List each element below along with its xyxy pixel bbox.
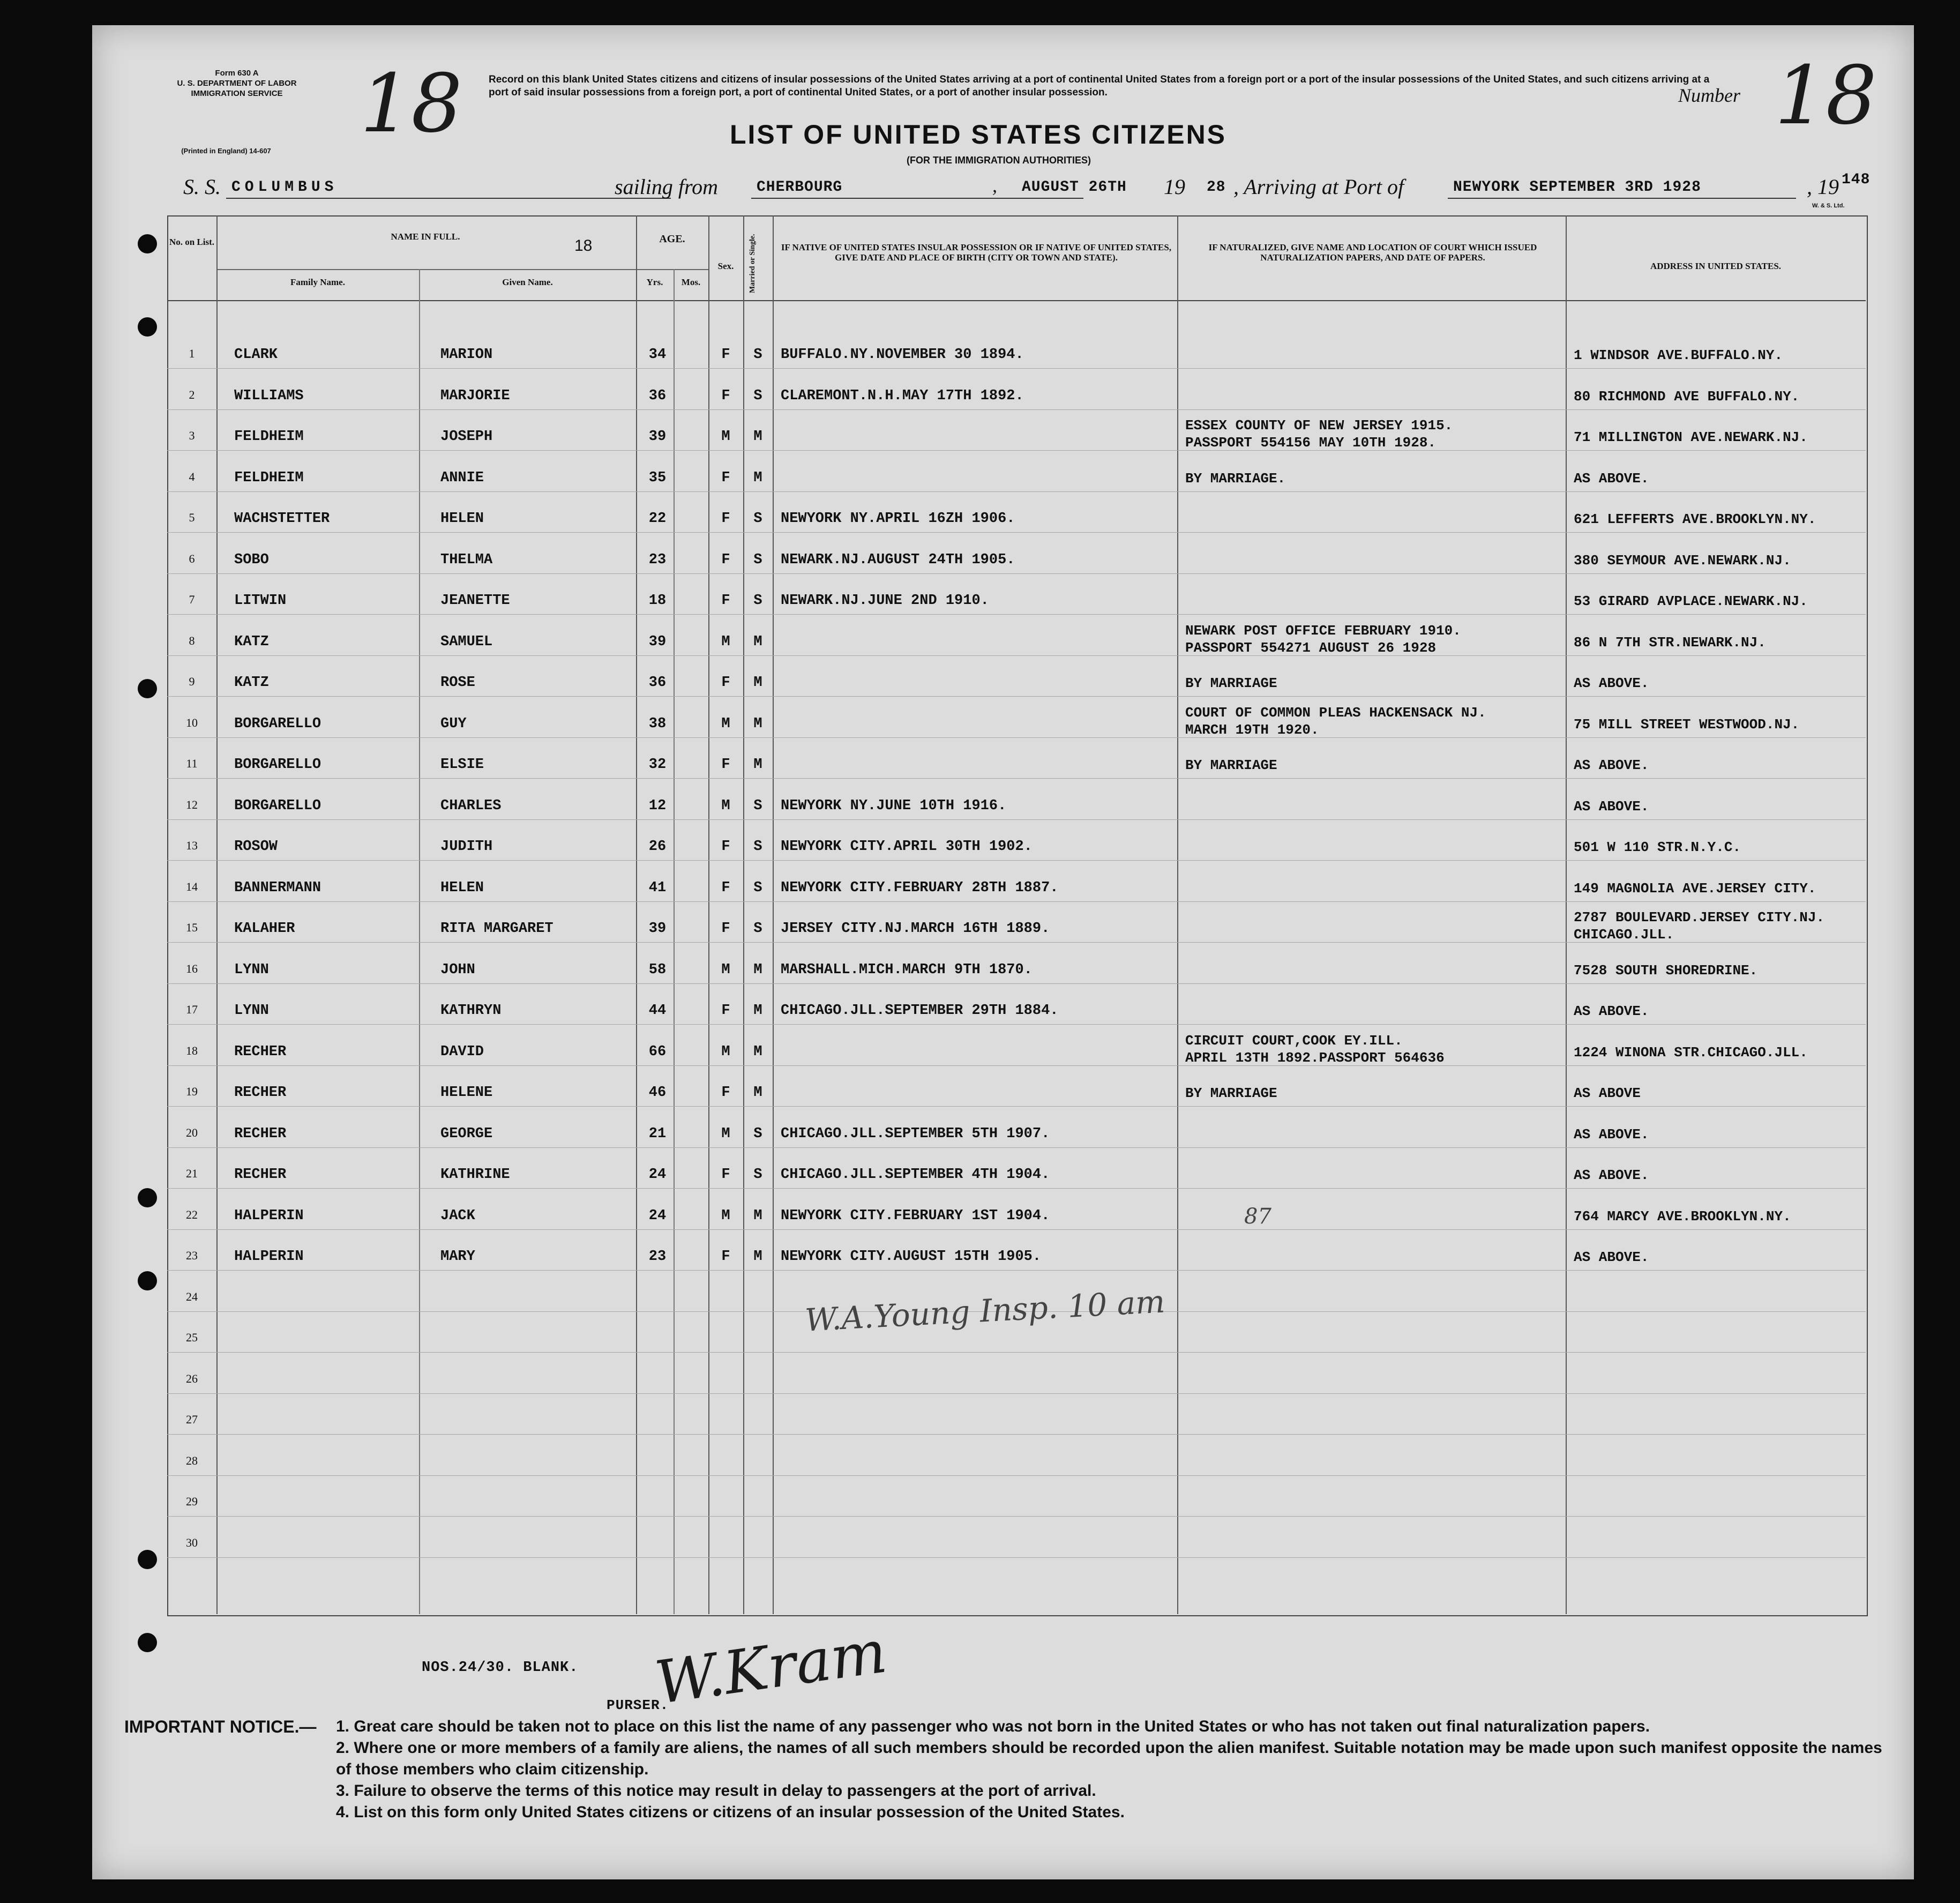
row-rule [167,1434,1866,1435]
row-rule [167,1270,1866,1271]
cell-given: MARJORIE [440,387,510,404]
cell-birth: NEWYORK NY.APRIL 16ZH 1906. [781,511,1015,527]
cell-ms: S [753,879,762,896]
cell-family: BORGARELLO [234,715,321,732]
cell-ms: S [753,1125,762,1142]
top-notice: Record on this blank United States citizens and citizens of insular possessions of the United States arriving at a port of continental United States from a foreign port or a port of the insular possessions of the United States, and such citizens arriving at a port of said insular possessions from a foreign port, a port of continental United States, or a port of another insular possession. [489,74,1710,98]
cell-address: 80 RICHMOND AVE BUFFALO.NY. [1574,388,1800,405]
cell-yrs: 58 [648,961,667,978]
row-rule [167,409,1866,410]
row-rule [167,655,1866,656]
cell-given: CHARLES [440,797,502,814]
punch-hole [138,679,157,698]
cell-family: FELDHEIM [234,469,304,486]
comma: , [992,175,997,196]
cell-family: HALPERIN [234,1249,304,1265]
cell-yrs: 23 [648,551,667,568]
row-rule [167,1188,1866,1189]
cell-family: CLARK [234,347,278,363]
cell-yrs: 39 [648,429,667,445]
printed-note: (Printed in England) 14-607 [181,147,271,155]
cell-sex: M [721,633,730,650]
cell-address: AS ABOVE. [1574,1167,1649,1183]
cell-no: 11 [186,757,198,770]
cell-birth: CHICAGO.JLL.SEPTEMBER 5TH 1907. [781,1125,1050,1142]
cell-no: 13 [186,839,198,852]
sailing-from-label: sailing from [615,175,718,199]
cell-birth: CHICAGO.JLL.SEPTEMBER 29TH 1884. [781,1003,1059,1019]
cell-nat: BY MARRIAGE. [1185,470,1286,487]
notice-1: 1. Great care should be taken not to place on this list the name of any passenger who was not born in the United States or who has not taken out final naturalization papers. [336,1718,1650,1735]
row-rule [167,573,1866,574]
cell-given: JOSEPH [440,429,493,445]
cell-sex: F [721,1249,730,1265]
cell-given: HELEN [440,511,484,527]
cell-nat: NEWARK POST OFFICE FEBRUARY 1910. PASSPORT 554271 AUGUST 26 1928 [1185,622,1461,656]
number-label: Number [1678,85,1740,106]
cell-ms: S [753,347,762,363]
cell-yrs: 44 [648,1003,667,1019]
arrival-port-date: NEWYORK SEPTEMBER 3RD 1928 [1453,179,1701,196]
cell-family: WACHSTETTER [234,511,330,527]
cell-ms: M [753,429,762,445]
cell-given: ROSE [440,675,475,691]
cell-nat: ESSEX COUNTY OF NEW JERSEY 1915. PASSPORT 554156 MAY 10TH 1928. [1185,417,1453,451]
margin-number: 87 [1244,1204,1271,1229]
cell-address: 86 N 7TH STR.NEWARK.NJ. [1574,634,1766,651]
ss-label: S. S. [183,175,221,199]
cell-birth: CLAREMONT.N.H.MAY 17TH 1892. [781,387,1024,404]
cell-ms: M [753,715,762,732]
cell-birth: BUFFALO.NY.NOVEMBER 30 1894. [781,347,1024,363]
year-prefix: 19 [1164,175,1185,199]
cell-birth: NEWYORK CITY.FEBRUARY 1ST 1904. [781,1207,1050,1224]
cell-given: GEORGE [440,1125,493,1142]
cell-ms: S [753,593,762,609]
row-rule [167,1065,1866,1066]
cell-yrs: 34 [648,347,667,363]
cell-given: JOHN [440,961,475,978]
col-married-single: Married or Single. [749,234,757,293]
cell-family: BORGARELLO [234,757,321,773]
cell-family: RECHER [234,1043,287,1060]
col-name-handwritten: 18 [574,237,593,255]
cell-yrs: 35 [648,469,667,486]
row-rule [167,819,1866,820]
punch-hole [138,1188,157,1207]
cell-ms: M [753,633,762,650]
cell-ms: M [753,469,762,486]
cell-no: 25 [186,1331,198,1344]
cell-family: FELDHEIM [234,429,304,445]
cell-sex: M [721,1207,730,1224]
cell-no: 20 [186,1125,198,1139]
cell-yrs: 21 [648,1125,667,1142]
cell-ms: M [753,757,762,773]
col-given-name: Given Name. [502,277,553,287]
cell-no: 7 [189,593,195,606]
cell-address: 75 MILL STREET WESTWOOD.NJ. [1574,716,1800,733]
cell-birth: NEWYORK CITY.AUGUST 15TH 1905. [781,1249,1042,1265]
cell-given: HELENE [440,1085,493,1101]
cell-sex: F [721,511,730,527]
cell-no: 14 [186,879,198,893]
cell-family: KALAHER [234,921,295,937]
row-rule [167,1475,1866,1476]
row-rule [167,1147,1866,1148]
punch-hole [138,1633,157,1652]
manifest-page [92,25,1914,1879]
cell-birth: NEWARK.NJ.AUGUST 24TH 1905. [781,551,1015,568]
cell-given: HELEN [440,879,484,896]
cell-given: JEANETTE [440,593,510,609]
cell-sex: M [721,797,730,814]
cell-no: 24 [186,1289,198,1303]
cell-sex: F [721,551,730,568]
year-suffix: 28 [1207,179,1226,196]
row-rule [167,1106,1866,1107]
cell-sex: F [721,879,730,896]
cell-no: 21 [186,1167,198,1180]
notice-3: 3. Failure to observe the terms of this notice may result in delay to passengers at the port of arrival. [336,1782,1096,1800]
cell-family: ROSOW [234,839,278,855]
cell-birth: JERSEY CITY.NJ.MARCH 16TH 1889. [781,921,1050,937]
cell-address: 501 W 110 STR.N.Y.C. [1574,839,1741,855]
notice-4: 4. List on this form only United States citizens or citizens of an insular possession of the United States. [336,1803,1125,1821]
cell-family: KATZ [234,675,269,691]
cell-no: 29 [186,1495,198,1508]
cell-birth: NEWYORK CITY.FEBRUARY 28TH 1887. [781,879,1059,896]
cell-yrs: 66 [648,1043,667,1060]
departure-date: AUGUST 26TH [1022,179,1127,196]
row-rule [167,983,1866,984]
cell-sex: M [721,1043,730,1060]
cell-no: 4 [189,469,195,483]
cell-ms: S [753,921,762,937]
row-rule [167,614,1866,615]
col-yrs: Yrs. [646,277,663,287]
row-rule [167,737,1866,738]
blank-note: NOS.24/30. BLANK. [422,1660,579,1676]
cell-birth: NEWARK.NJ.JUNE 2ND 1910. [781,593,989,609]
cell-no: 10 [186,715,198,729]
cell-no: 17 [186,1003,198,1016]
row-rule [167,491,1866,492]
cell-given: MARY [440,1249,475,1265]
cell-ms: M [753,961,762,978]
cell-address: 621 LEFFERTS AVE.BROOKLYN.NY. [1574,511,1816,527]
cell-address: AS ABOVE. [1574,675,1649,691]
cell-family: WILLIAMS [234,387,304,404]
cell-yrs: 26 [648,839,667,855]
col-mos: Mos. [681,277,701,287]
cell-ms: M [753,1003,762,1019]
printer-mark: W. & S. Ltd. [1812,203,1845,209]
cell-sex: F [721,387,730,404]
cell-address: 1224 WINONA STR.CHICAGO.JLL. [1574,1044,1808,1061]
cell-sex: F [721,757,730,773]
cell-ms: S [753,839,762,855]
cell-ms: S [753,511,762,527]
cell-address: AS ABOVE. [1574,1126,1649,1143]
cell-family: LYNN [234,961,269,978]
row-rule [167,368,1866,369]
cell-sex: F [721,839,730,855]
cell-no: 16 [186,961,198,975]
col-naturalization: IF NATURALIZED, GIVE NAME AND LOCATION OF COURT WHICH ISSUED NATURALIZATION PAPERS, AND DATE OF PAPERS. [1208,242,1537,263]
row-rule [167,1557,1866,1558]
punch-hole [138,317,157,337]
cell-given: JUDITH [440,839,493,855]
cell-ms: M [753,1085,762,1101]
cell-no: 2 [189,387,195,401]
cell-ms: M [753,1043,762,1060]
cell-no: 19 [186,1085,198,1098]
cell-yrs: 32 [648,757,667,773]
cell-sex: M [721,961,730,978]
cell-yrs: 18 [648,593,667,609]
cell-sex: F [721,1167,730,1183]
punch-hole [138,1271,157,1290]
cell-ms: S [753,797,762,814]
ship-name: COLUMBUS [231,179,338,196]
cell-nat: COURT OF COMMON PLEAS HACKENSACK NJ. MARCH 19TH 1920. [1185,704,1486,738]
row-rule [167,901,1866,902]
col-sex: Sex. [717,261,734,271]
cell-family: SOBO [234,551,269,568]
cell-nat: BY MARRIAGE [1185,1085,1277,1101]
cell-no: 22 [186,1207,198,1221]
cell-address: 2787 BOULEVARD.JERSEY CITY.NJ. CHICAGO.JLL. [1574,909,1825,943]
cell-sex: F [721,347,730,363]
cell-address: 380 SEYMOUR AVE.NEWARK.NJ. [1574,552,1791,569]
col-birthplace: IF NATIVE OF UNITED STATES INSULAR POSSESSION OR IF NATIVE OF UNITED STATES, GIVE DATE AND PLACE OF BIRTH (CITY OR TOWN AND STATE). [781,242,1172,263]
page-title: LIST OF UNITED STATES CITIZENS [730,120,1227,150]
cell-sex: F [721,675,730,691]
cell-no: 5 [189,511,195,524]
cell-address: 53 GIRARD AVPLACE.NEWARK.NJ. [1574,593,1808,609]
department: U. S. DEPARTMENT OF LABOR [177,79,297,88]
cell-sex: M [721,1125,730,1142]
row-rule [167,1024,1866,1025]
cell-address: 1 WINDSOR AVE.BUFFALO.NY. [1574,347,1783,363]
cell-yrs: 46 [648,1085,667,1101]
col-age: AGE. [659,233,685,245]
notice-2: 2. Where one or more members of a family are aliens, the names of all such members should be recorded upon the alien manifest. Suitable notation may be made upon such manifest opposite the names of those members who claim citizenship. [336,1739,1882,1778]
cell-yrs: 38 [648,715,667,732]
purser-signature: W.Kram [651,1617,891,1718]
page-subtitle: (FOR THE IMMIGRATION AUTHORITIES) [907,155,1091,166]
cell-given: MARION [440,347,493,363]
cell-yrs: 23 [648,1249,667,1265]
cell-address: 149 MAGNOLIA AVE.JERSEY CITY. [1574,880,1816,897]
col-name-in-full: NAME IN FULL. [391,232,460,242]
arrival-year-prefix: , 19 [1807,175,1839,199]
cell-family: RECHER [234,1167,287,1183]
cell-no: 26 [186,1371,198,1385]
cell-given: KATHRYN [440,1003,502,1019]
service: IMMIGRATION SERVICE [191,89,283,98]
col-family-name: Family Name. [290,277,345,287]
row-rule [167,532,1866,533]
cell-sex: F [721,593,730,609]
cell-no: 1 [189,347,195,360]
cell-address: AS ABOVE. [1574,1249,1649,1265]
cell-birth: NEWYORK CITY.APRIL 30TH 1902. [781,839,1033,855]
cell-given: ANNIE [440,469,484,486]
arrival-year-suffix: 148 [1842,171,1871,188]
cell-family: LITWIN [234,593,287,609]
cell-ms: M [753,1249,762,1265]
cell-nat: BY MARRIAGE [1185,757,1277,773]
cell-no: 8 [189,633,195,647]
punch-hole [138,1550,157,1569]
cell-sex: F [721,1003,730,1019]
cell-sex: F [721,921,730,937]
cell-no: 15 [186,921,198,934]
col-address: ADDRESS IN UNITED STATES. [1650,261,1782,271]
cell-yrs: 24 [648,1167,667,1183]
cell-no: 23 [186,1249,198,1262]
cell-sex: F [721,469,730,486]
cell-sex: M [721,429,730,445]
row-rule [167,1352,1866,1353]
cell-ms: S [753,387,762,404]
cell-family: RECHER [234,1125,287,1142]
cell-ms: M [753,1207,762,1224]
cell-birth: CHICAGO.JLL.SEPTEMBER 4TH 1904. [781,1167,1050,1183]
row-rule [167,778,1866,779]
cell-yrs: 36 [648,387,667,404]
cell-yrs: 22 [648,511,667,527]
cell-given: RITA MARGARET [440,921,553,937]
cell-no: 30 [186,1535,198,1549]
row-rule [167,1516,1866,1517]
cell-given: SAMUEL [440,633,493,650]
cell-no: 18 [186,1043,198,1057]
cell-nat: CIRCUIT COURT,COOK EY.ILL. APRIL 13TH 1892.PASSPORT 564636 [1185,1032,1445,1066]
cell-birth: MARSHALL.MICH.MARCH 9TH 1870. [781,961,1033,978]
notice-heading: IMPORTANT NOTICE.— [124,1717,317,1736]
row-rule [167,1229,1866,1230]
handwritten-list-number: 18 [360,57,462,151]
arriving-label: , Arriving at Port of [1233,175,1404,199]
cell-given: ELSIE [440,757,484,773]
cell-yrs: 41 [648,879,667,896]
purser-label: PURSER. [607,1697,669,1713]
cell-address: 764 MARCY AVE.BROOKLYN.NY. [1574,1208,1791,1225]
cell-family: LYNN [234,1003,269,1019]
cell-address: AS ABOVE. [1574,798,1649,815]
cell-given: KATHRINE [440,1167,510,1183]
cell-family: BORGARELLO [234,797,321,814]
handwritten-number-right: 18 [1775,49,1877,143]
cell-no: 27 [186,1413,198,1426]
cell-family: HALPERIN [234,1207,304,1224]
cell-sex: M [721,715,730,732]
cell-yrs: 39 [648,633,667,650]
cell-yrs: 39 [648,921,667,937]
cell-given: DAVID [440,1043,484,1060]
cell-ms: M [753,675,762,691]
cell-ms: S [753,1167,762,1183]
cell-address: AS ABOVE [1574,1085,1641,1101]
cell-address: 71 MILLINGTON AVE.NEWARK.NJ. [1574,429,1808,445]
departure-port: CHERBOURG [757,179,843,196]
cell-yrs: 24 [648,1207,667,1224]
row-rule [167,450,1866,451]
row-rule [167,860,1866,861]
cell-no: 12 [186,797,198,811]
inspector-annotation: W.A.Young Insp. 10 am [804,1283,1166,1339]
cell-yrs: 36 [648,675,667,691]
cell-address: 7528 SOUTH SHOREDRINE. [1574,962,1758,979]
cell-family: KATZ [234,633,269,650]
cell-address: AS ABOVE. [1574,757,1649,773]
cell-birth: NEWYORK NY.JUNE 10TH 1916. [781,797,1007,814]
cell-nat: BY MARRIAGE [1185,675,1277,691]
row-rule [167,1393,1866,1394]
cell-given: JACK [440,1207,475,1224]
cell-given: GUY [440,715,467,732]
cell-ms: S [753,551,762,568]
cell-no: 6 [189,551,195,565]
cell-no: 9 [189,675,195,688]
cell-family: RECHER [234,1085,287,1101]
cell-address: AS ABOVE. [1574,1003,1649,1019]
cell-yrs: 12 [648,797,667,814]
form-number: Form 630 A [215,69,259,78]
cell-given: THELMA [440,551,493,568]
cell-family: BANNERMANN [234,879,321,896]
cell-no: 3 [189,429,195,442]
col-no: No. on List. [169,237,215,247]
row-rule [167,696,1866,697]
punch-hole [138,234,157,253]
cell-address: AS ABOVE. [1574,470,1649,487]
cell-no: 28 [186,1453,198,1467]
cell-sex: F [721,1085,730,1101]
